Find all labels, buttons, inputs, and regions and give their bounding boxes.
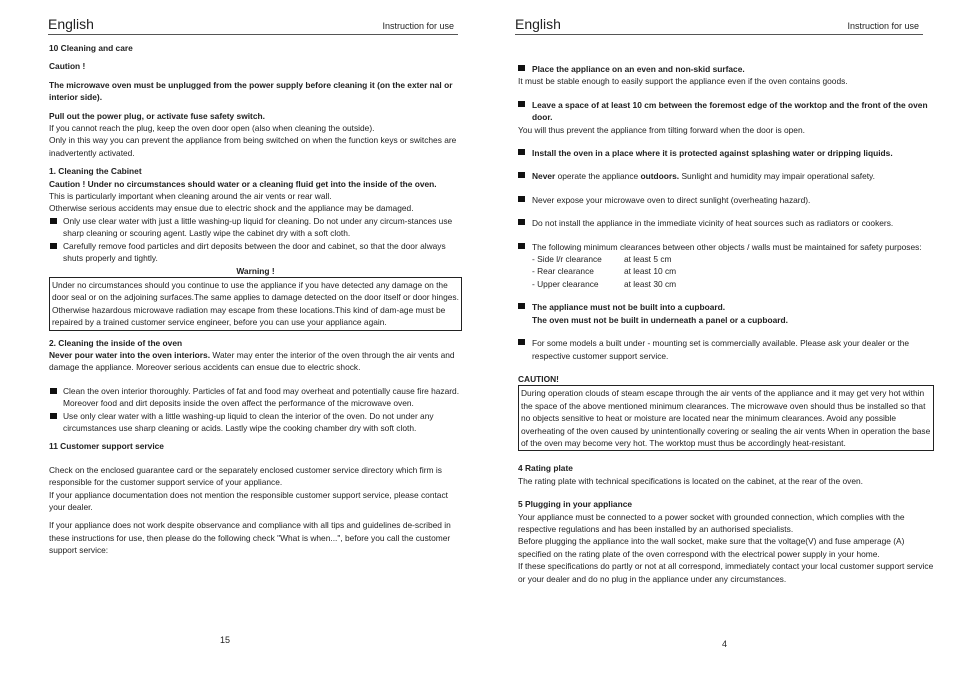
bullet-text: The following minimum clearances between other objects / walls must be maintained for safety purposes: — [532, 241, 922, 252]
bullet-square-icon — [518, 101, 525, 107]
clearance-list — [518, 253, 934, 290]
bullet-item: Leave a space of at least 10 cm between the foremost edge of the worktop and the front of the oven door. — [518, 99, 934, 124]
bullet-bold-text: The oven must not be built in underneath a panel or a cupboard. — [532, 314, 788, 325]
never-text: Never — [532, 171, 556, 182]
bullet-square-icon — [518, 196, 525, 202]
section-title: 11 Customer support service — [49, 441, 164, 452]
bullet-bold-text: Leave a space of at least 10 cm between the foremost edge of the worktop and the front of the oven door — [532, 99, 928, 123]
subsection-title: 2. Cleaning the inside of the oven — [49, 337, 183, 348]
page-number: 4 — [722, 639, 728, 649]
warning-label: Warning ! — [236, 265, 275, 276]
paragraph: If you cannot reach the plug, keep the oven door open (also when cleaning the outside). — [49, 123, 375, 134]
bullet-square-icon — [518, 219, 525, 225]
paragraph — [49, 349, 462, 374]
bullet-item — [518, 301, 934, 326]
header-tag: Instruction for use — [847, 21, 919, 31]
clearance-label: - Upper clearance — [532, 278, 599, 289]
bullet-item — [518, 337, 934, 362]
bullet-bold-text: Place the appliance on an even and non-skid surface. — [532, 64, 745, 74]
paragraph: If your appliance documentation does not mention the responsible customer support service, please contact your dealer. — [49, 489, 448, 512]
bullet-item: Only use clear water with just a little washing-up liquid for cleaning. Do not under any circum-stances use sharp cleaning or scouring agent. Lastly wipe the cabinet dry with a soft cloth. — [49, 215, 462, 240]
bullet-text: operate the appliance — [555, 171, 641, 182]
bullet-item — [518, 63, 934, 75]
clearance-label: - Side l/r clearance — [532, 254, 602, 265]
never-pour-text: Never pour water into the oven interiors. — [49, 349, 211, 360]
warning-text: Under no circumstances should you continue to use the appliance if you have detected any damage on the door seal or on the adjoining surfaces.The same applies to damage detected on the door itself or door hinges. Otherwise hazardous microwave radiation may escape from these locations.This kind of dam-age must be repaired by a trained customer service engineer, before you can use your appliance again. — [52, 279, 459, 328]
page-header — [515, 14, 923, 35]
bullet-item: Carefully remove food particles and dirt deposits between the door and cabinet, so that the door always shuts properly and tightly. — [49, 240, 462, 265]
bullet-item — [518, 217, 934, 229]
bullet-item — [518, 170, 934, 182]
clearance-row — [532, 278, 934, 290]
clearance-row — [532, 265, 934, 277]
paragraph: Before plugging the appliance into the wall socket, make sure that the voltage(V) and fuse amperage (A) specified on the rating plate of the oven correspond with the electrical power supply in your home. — [518, 536, 905, 559]
unplug-warning: The microwave oven must be unplugged from the power supply before cleaning it (on the exter nal or interior side). — [49, 79, 453, 103]
bullet-item: Clean the oven interior thoroughly. Particles of fat and food may overheat and potentially cause fire hazard. Moreover food and dirt deposits inside the oven affect the performance of the microwave oven. — [49, 385, 462, 410]
section-title: 10 Cleaning and care — [49, 43, 133, 53]
language-label: English — [48, 16, 94, 32]
paragraph: If your appliance does not work despite observance and compliance with all tips and guidelines de-scribed in these instructions for use, then please do the following check "What is when...", before you call the customer support service: — [49, 520, 451, 556]
paragraph: The rating plate with technical specifications is located on the cabinet, at the rear of the oven. — [518, 475, 863, 486]
paragraph: If these specifications do partly or not at all correspond, immediately contact your local customer support service or your dealer and do no plug in the appliance under any circumstances. — [518, 561, 934, 584]
paragraph: Check on the enclosed guarantee card or the separately enclosed customer service directory which firm is responsible for the customer support service of your appliance. — [49, 464, 442, 488]
section-title: 4 Rating plate — [518, 463, 573, 474]
bullet-square-icon — [518, 65, 525, 71]
bullet-bold-text: Install the oven in a place where it is protected against splashing water or dripping liquids. — [532, 148, 893, 159]
warning-box — [49, 277, 462, 331]
bullet-square-icon — [518, 303, 525, 309]
caution-text: Caution ! Under no circumstances should water or a cleaning fluid get into the inside of the oven. — [49, 178, 437, 189]
right-page — [477, 0, 954, 676]
bullet-text: Never expose your microwave oven to direct sunlight (overheating hazard). — [532, 194, 811, 205]
caution-text: During operation clouds of steam escape through the air vents of the appliance and it may get very hot within the space of the above mentioned minimum clearances. The microwave oven should thus be installed so that no objects sensitive to heat or moisture are located near the minimum clearances. Avoid any possible overheating of the oven caused by unintentionally covering or sealing the air vents When in operation the base of the oven may become very hot. The worktop must thus be accordingly heat-resistant. — [521, 388, 931, 448]
caution-title: CAUTION! — [518, 373, 559, 384]
caution-label: Caution ! — [49, 61, 86, 72]
bullet-item: Use only clear water with a little washing-up liquid to clean the interior of the oven. Do not under any circumstances use sharp cleaning or acids. Lastly wipe the cooking chamber dry with soft cloth. — [49, 410, 462, 435]
paragraph: Only in this way you can prevent the appliance from being switched on when the function keys or switches are inadvertently activated. — [49, 135, 457, 158]
left-content — [49, 42, 462, 557]
header-tag: Instruction for use — [382, 21, 454, 31]
clearance-label: - Rear clearance — [532, 266, 594, 277]
outdoors-text: outdoors. — [640, 171, 680, 182]
paragraph: Otherwise serious accidents may ensue due to electric shock and the appliance may be damaged. — [49, 203, 414, 214]
right-content — [518, 63, 934, 585]
paragraph-text: Water may enter the interior of the oven through the air vents and damage the appliance. Moreover serious accidents can ensue due to electric shock. — [49, 349, 455, 373]
paragraph: Your appliance must be connected to a power socket with grounded connection, which complies with the respective regulations and has been installed by an authorised specialists. — [518, 511, 905, 534]
caution-box — [518, 385, 934, 451]
bullet-square-icon — [518, 149, 525, 155]
clearance-row — [532, 253, 934, 265]
bullet-item — [518, 147, 934, 159]
clearance-value: at least 30 cm — [624, 278, 677, 289]
bullet-square-icon — [518, 172, 525, 178]
bullet-item — [518, 241, 934, 253]
language-label: English — [515, 16, 561, 32]
page-header — [48, 14, 458, 35]
paragraph: You will thus prevent the appliance from tilting forward when the door is open. — [518, 124, 805, 135]
clearance-value: at least 5 cm — [624, 254, 672, 265]
paragraph: It must be stable enough to easily support the appliance even if the oven contains goods. — [518, 76, 848, 87]
bullet-text: Do not install the appliance in the immediate vicinity of heat sources such as radiators or cookers. — [532, 218, 894, 229]
clearance-value: at least 10 cm — [624, 266, 677, 277]
bullet-item — [518, 194, 934, 206]
page-number: 15 — [220, 635, 231, 645]
paragraph: This is particularly important when cleaning around the air vents or rear wall. — [49, 191, 332, 202]
bullet-bold-text: The appliance must not be built into a cupboard. — [532, 302, 726, 313]
section-title: 5 Plugging in your appliance — [518, 499, 633, 510]
bullet-square-icon — [518, 243, 525, 249]
pull-plug-text: Pull out the power plug, or activate fuse safety switch. — [49, 110, 265, 121]
subsection-title: 1. Cleaning the Cabinet — [49, 166, 142, 177]
bullet-text: For some models a built under - mounting set is commercially available. Please ask your dealer or the respective customer support service. — [532, 338, 910, 361]
bullet-square-icon — [518, 339, 525, 345]
bullet-text: Sunlight and humidity may impair operational safety. — [679, 171, 875, 182]
